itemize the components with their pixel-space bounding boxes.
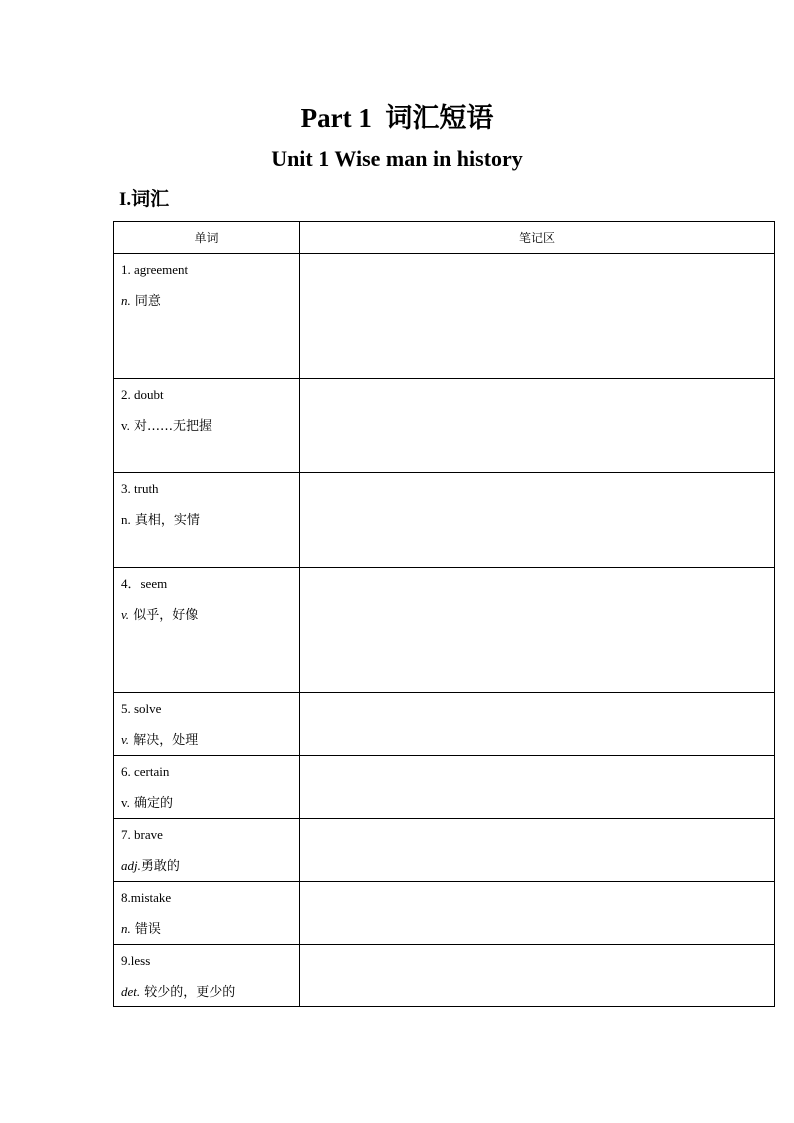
notes-cell[interactable] [300,568,775,693]
table-row [114,568,775,693]
table-row [114,945,775,1007]
word-meaning [121,417,299,436]
part-of-speech: v. [121,418,130,433]
word-text: 2. doubt [121,387,164,402]
section-heading: I.词汇 [119,189,170,210]
word-text: 4．seem [121,576,168,591]
word-meaning [121,511,299,530]
word-text: 3. truth [121,481,159,496]
word-meaning [121,983,299,1002]
column-header-word: 单词 [114,222,300,254]
page-title: Part 1 词汇短语 [300,103,494,133]
word-cell [114,254,300,379]
table-row [114,756,775,819]
word-meaning [121,292,299,311]
word-meaning [121,606,299,625]
unit-subtitle: Unit 1 Wise man in history [271,146,523,171]
notes-cell[interactable] [300,254,775,379]
word-meaning [121,731,299,750]
notes-cell[interactable] [300,473,775,568]
word-text: 9.less [121,953,151,968]
table-row [114,473,775,568]
part-of-speech: n. [121,293,131,308]
word-cell [114,379,300,473]
word-text: 1. agreement [121,262,189,277]
chinese-meaning: 对……无把握 [129,419,213,434]
vocabulary-table [113,221,775,1007]
word-cell [114,945,300,1007]
chinese-meaning: 同意 [130,294,161,309]
notes-cell[interactable] [300,756,775,819]
part-of-speech: v. [121,732,130,747]
word-text: 5. solve [121,701,162,716]
word-meaning [121,794,299,813]
chinese-meaning: 较少的，更少的 [140,985,236,1000]
table-row [114,693,775,756]
word-text: 7. brave [121,827,163,842]
word-meaning [121,920,299,939]
chinese-meaning: 错误 [130,922,161,937]
part-of-speech: adj. [121,858,141,873]
word-meaning [121,857,299,876]
word-cell [114,882,300,945]
word-text: 8.mistake [121,890,172,905]
chinese-meaning: 似乎，好像 [129,608,199,623]
column-header-notes: 笔记区 [300,222,775,254]
part-of-speech: v. [121,607,130,622]
notes-cell[interactable] [300,945,775,1007]
chinese-meaning: 解决，处理 [129,733,199,748]
part-of-speech: n. [121,512,131,527]
chinese-meaning: 勇敢的 [140,859,180,874]
word-cell [114,819,300,882]
word-cell [114,693,300,756]
chinese-meaning: 真相，实情 [130,513,200,528]
table-row [114,379,775,473]
word-text: 6. certain [121,764,170,779]
notes-cell[interactable] [300,819,775,882]
part-of-speech: v. [121,795,130,810]
word-cell [114,756,300,819]
notes-cell[interactable] [300,693,775,756]
word-cell [114,473,300,568]
part-of-speech: n. [121,921,131,936]
notes-cell[interactable] [300,379,775,473]
table-row [114,254,775,379]
word-cell [114,568,300,693]
table-row [114,882,775,945]
table-header-row [114,222,775,254]
table-row [114,819,775,882]
notes-cell[interactable] [300,882,775,945]
part-of-speech: det. [121,984,141,999]
chinese-meaning: 确定的 [129,796,174,811]
